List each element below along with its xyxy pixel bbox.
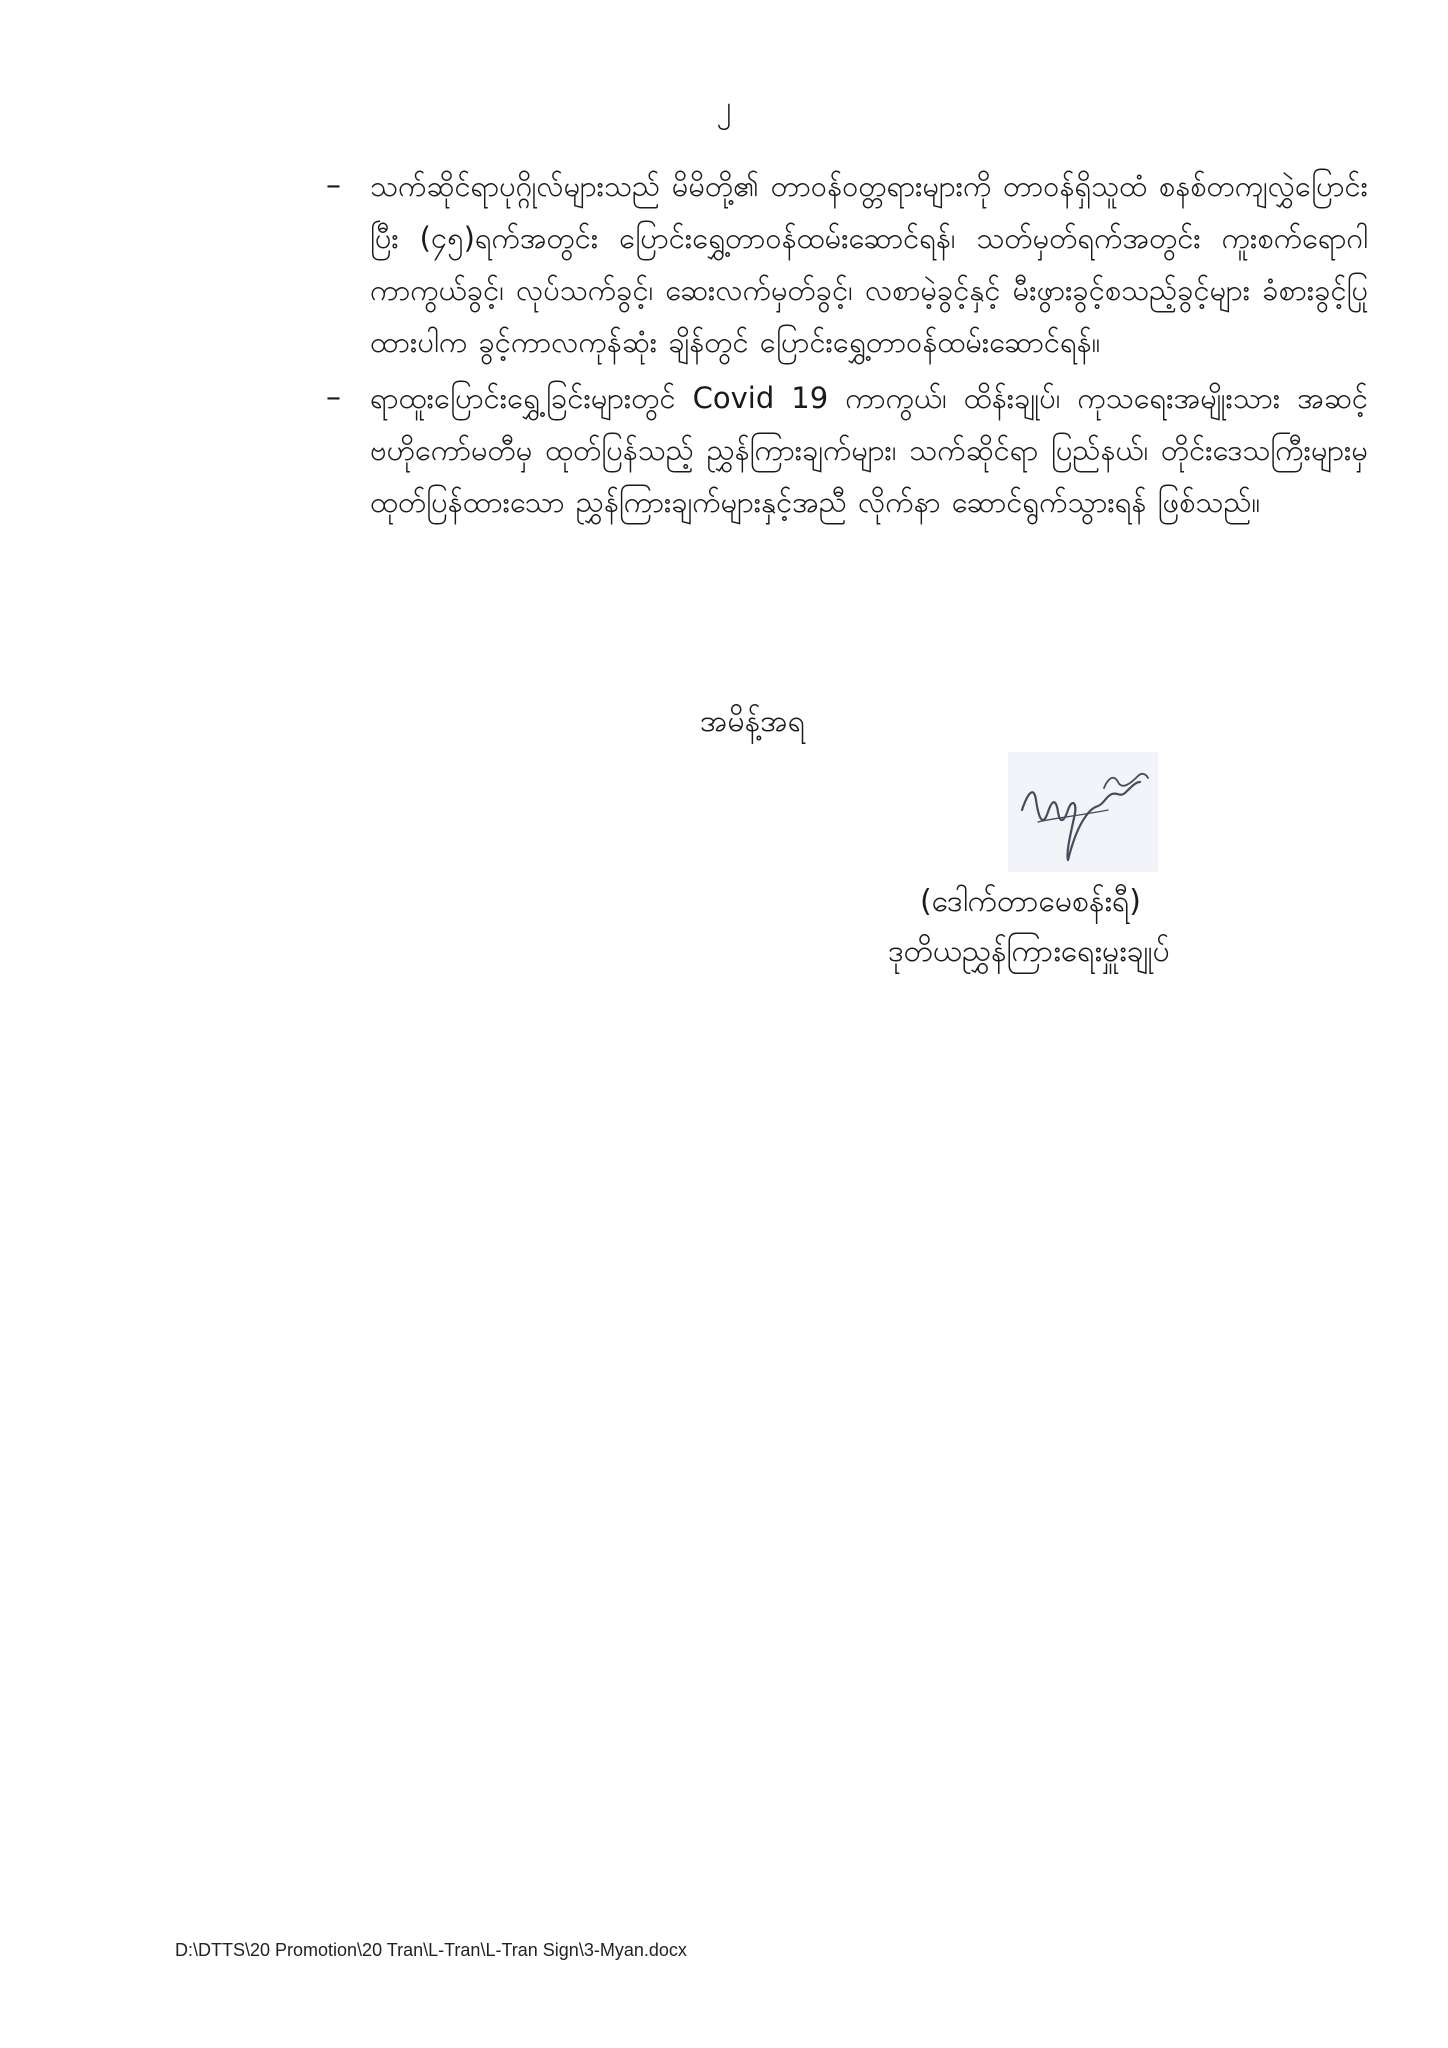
bullet-text: သက်ဆိုင်ရာပုဂ္ဂိုလ်များသည် မိမိတို့၏ တာဝန်ဝတ္တရားများကို တာဝန်ရှိသူထံ စနစ်တကျလွှဲပြောင်းပြီး (၄၅)ရက်အတွင်း ပြောင်းရွှေ့တာဝန်ထမ်းဆောင်ရန်၊ သတ်မှတ်ရက်အတွင်း ကူးစက်ရောဂါကာကွယ်ခွင့်၊ လုပ်သက်ခွင့်၊ ဆေးလက်မှတ်ခွင့်၊ လစာမဲ့ခွင့်နှင့် မီးဖွားခွင့်စသည့်ခွင့်များ ခံစားခွင့်ပြုထားပါက ခွင့်ကာလကုန်ဆုံး ချိန်တွင် ပြောင်းရွှေ့တာဝန်ထမ်းဆောင်ရန်။ [370,169,1368,359]
handwritten-signature [1008,752,1158,872]
signature-image [1008,752,1158,872]
signatory-name: (ဒေါက်တာမေစန်းရီ) [920,884,1141,919]
bullet-dash: – [326,380,341,415]
footer-file-path: D:\DTTS\20 Promotion\20 Tran\L-Tran\L-Tran Sign\3-Myan.docx [175,1940,687,1960]
signatory-title: ဒုတိယညွှန်ကြားရေးမှူးချုပ် [888,934,1170,969]
closing-phrase: အမိန့်အရ [700,704,805,739]
bullet-item [318,372,1368,528]
bullet-text: ရာထူးပြောင်းရွှေ့ခြင်းများတွင် Covid 19 ကာကွယ်၊ ထိန်းချုပ်၊ ကုသရေးအမျိုးသား အဆင့်ဗဟိုကော်မတီမှ ထုတ်ပြန်သည့် ညွှန်ကြားချက်များ၊ သက်ဆိုင်ရာ ပြည်နယ်၊ တိုင်းဒေသကြီးများမှ ထုတ်ပြန်ထားသော ညွှန်ကြားချက်များနှင့်အညီ လိုက်နာ ဆောင်ရွက်သွားရန် ဖြစ်သည်။ [370,381,1368,519]
bullet-list [318,160,1368,532]
bullet-dash: – [326,168,341,203]
page-number: ၂ [716,90,732,125]
bullet-item [318,160,1368,368]
